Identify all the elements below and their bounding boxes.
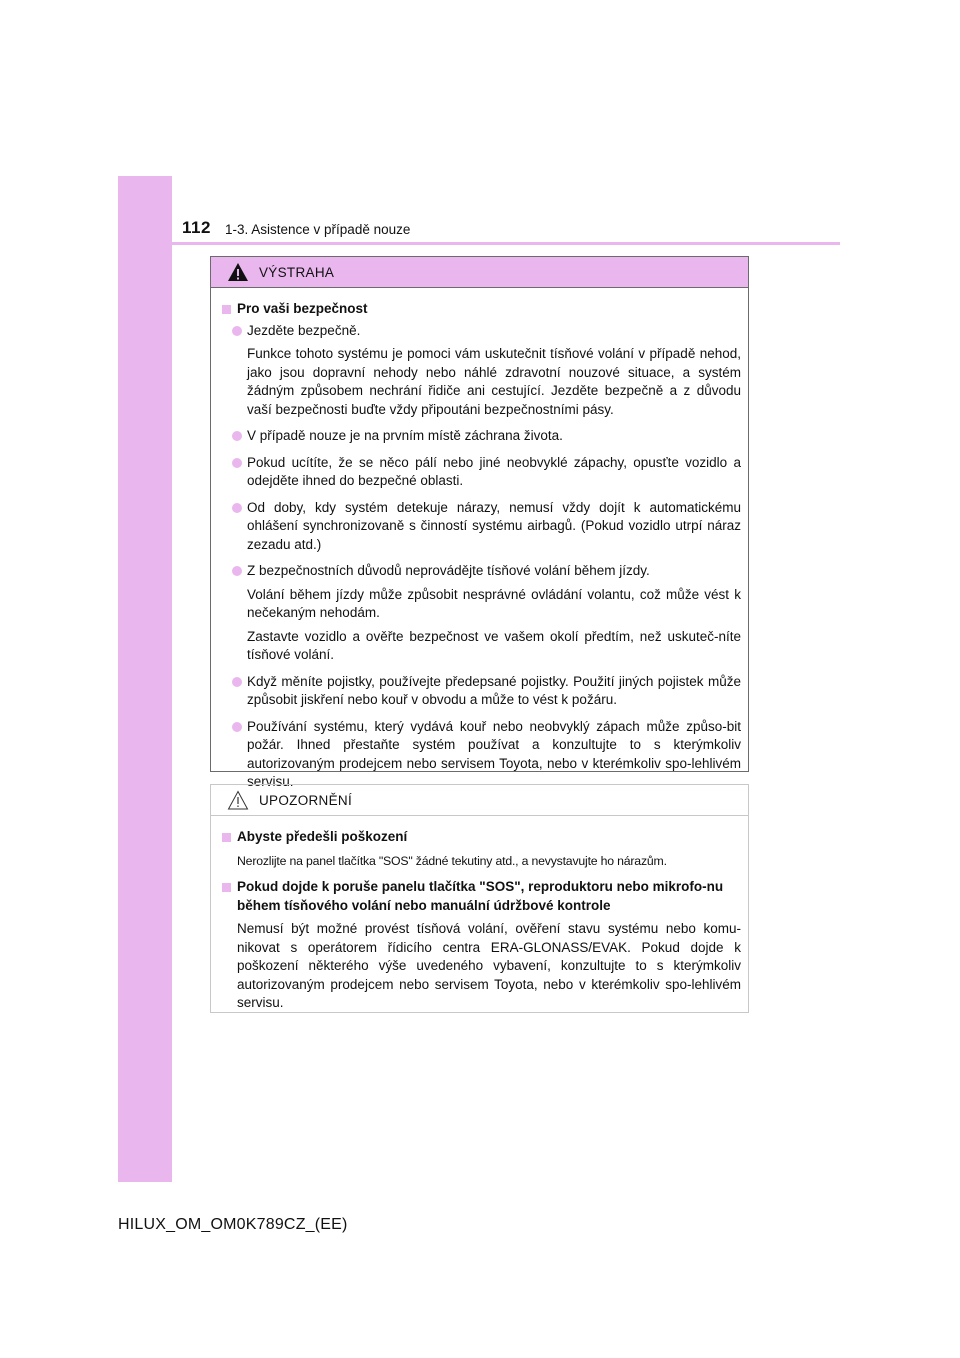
warning-item: [232, 427, 741, 446]
square-bullet-icon: [222, 833, 231, 842]
round-bullet-icon: [232, 458, 242, 468]
item-paragraph: Funkce tohoto systému je pomoci vám uskutečnit tísňové volání v případě nehod, jako jsou dopravní nehody nebo náhlé zdravotní nouzové situace, a systém žádným způsobem nechrání řidiče ani cestující. Jezděte bezpečně a z důvodu vaší bezpečnosti buďte vždy připoutáni bezpečnostními pásy.: [247, 346, 741, 417]
warning-item: [232, 499, 741, 555]
warning-item: [232, 718, 741, 792]
item-text: Používání systému, který vydává kouř nebo neobvyklý zápach může způso-bit požár. Ihned přestaňte systém používat a konzultujte to s kterýmkoliv autorizovaným prodejcem nebo servisem Toyota, nebo v kterémkoliv spo-lehlivém servisu.: [247, 718, 741, 789]
square-bullet-icon: [222, 883, 231, 892]
item-paragraph: Zastavte vozidlo a ověřte bezpečnost ve vašem okolí předtím, než uskuteč-níte tísňové volání.: [247, 628, 741, 662]
item-paragraph: Volání během jízdy může způsobit nesprávné ovládání volantu, což může vést k nečekaným nehodám.: [247, 586, 741, 620]
warning-section-heading: [222, 300, 741, 319]
round-bullet-icon: [232, 431, 242, 441]
warning-item: [232, 562, 741, 581]
warning-box: [210, 256, 749, 789]
item-text: Z bezpečnostních důvodů neprovádějte tísňové volání během jízdy.: [247, 563, 650, 578]
item-text: Pokud ucítíte, že se něco pálí nebo jiné neobvyklé zápachy, opusťte vozidlo a odejděte ihned do bezpečné oblasti.: [247, 454, 741, 488]
caution-title: UPOZORNĚNÍ: [259, 792, 353, 808]
round-bullet-icon: [232, 722, 242, 732]
square-bullet-icon: [222, 305, 231, 314]
document-code: HILUX_OM_OM0K789CZ_(EE): [118, 1216, 348, 1233]
caution-header: [211, 785, 748, 816]
caution-triangle-icon: [227, 790, 249, 810]
heading-text: Pro vaši bezpečnost: [237, 301, 368, 316]
caution-paragraph: Nerozlijte na panel tlačítka "SOS" žádné tekutiny atd., a nevystavujte ho nárazům.: [237, 853, 667, 868]
round-bullet-icon: [232, 503, 242, 513]
section-title: 1-3. Asistence v případě nouze: [225, 222, 411, 237]
warning-item: [232, 322, 741, 341]
warning-item: [232, 673, 741, 710]
caution-section-heading: [222, 828, 741, 847]
item-text: Když měníte pojistky, používejte předepsané pojistky. Použití jiných pojistek může způsobit jiskření nebo kouř v obvodu a může to vést k požáru.: [247, 673, 741, 707]
heading-text: Abyste předešli poškození: [237, 829, 408, 844]
caution-section-heading: [222, 878, 741, 915]
caution-box: [210, 784, 749, 1013]
page-side-tab: [118, 176, 172, 1182]
round-bullet-icon: [232, 677, 242, 687]
round-bullet-icon: [232, 326, 242, 336]
round-bullet-icon: [232, 566, 242, 576]
caution-paragraph: Nemusí být možné provést tísňová volání, ověření stavu systému nebo komu-nikovat s operátorem řídicího centra ERA-GLONASS/EVAK. Pokud dojde k poškození některého výše uvedeného vybavení, konzultujte to s kterýmkoliv autorizovaným prodejcem nebo servisem Toyota, nebo v kterémkoliv spo-lehlivém servisu.: [237, 921, 741, 1010]
heading-text: Pokud dojde k poruše panelu tlačítka "SOS", reproduktoru nebo mikrofo-nu během tísňového volání nebo manuální údržbové kontrole: [237, 879, 724, 913]
header-rule: [172, 242, 840, 245]
warning-item: [232, 454, 741, 491]
item-text: V případě nouze je na prvním místě záchrana života.: [247, 428, 563, 443]
page-number: 112: [182, 218, 211, 237]
warning-body: [211, 288, 748, 792]
warning-title: VÝSTRAHA: [259, 264, 335, 280]
caution-body: [211, 816, 748, 1013]
item-text: Od doby, kdy systém detekuje nárazy, nemusí vždy dojít k automatickému ohlášení synchronizovaně s činností systému airbagů. (Pokud vozidlo utrpí náraz zezadu atd.): [247, 499, 741, 552]
item-text: Jezděte bezpečně.: [247, 322, 361, 338]
warning-triangle-icon: [227, 262, 249, 282]
warning-header: [211, 257, 748, 288]
